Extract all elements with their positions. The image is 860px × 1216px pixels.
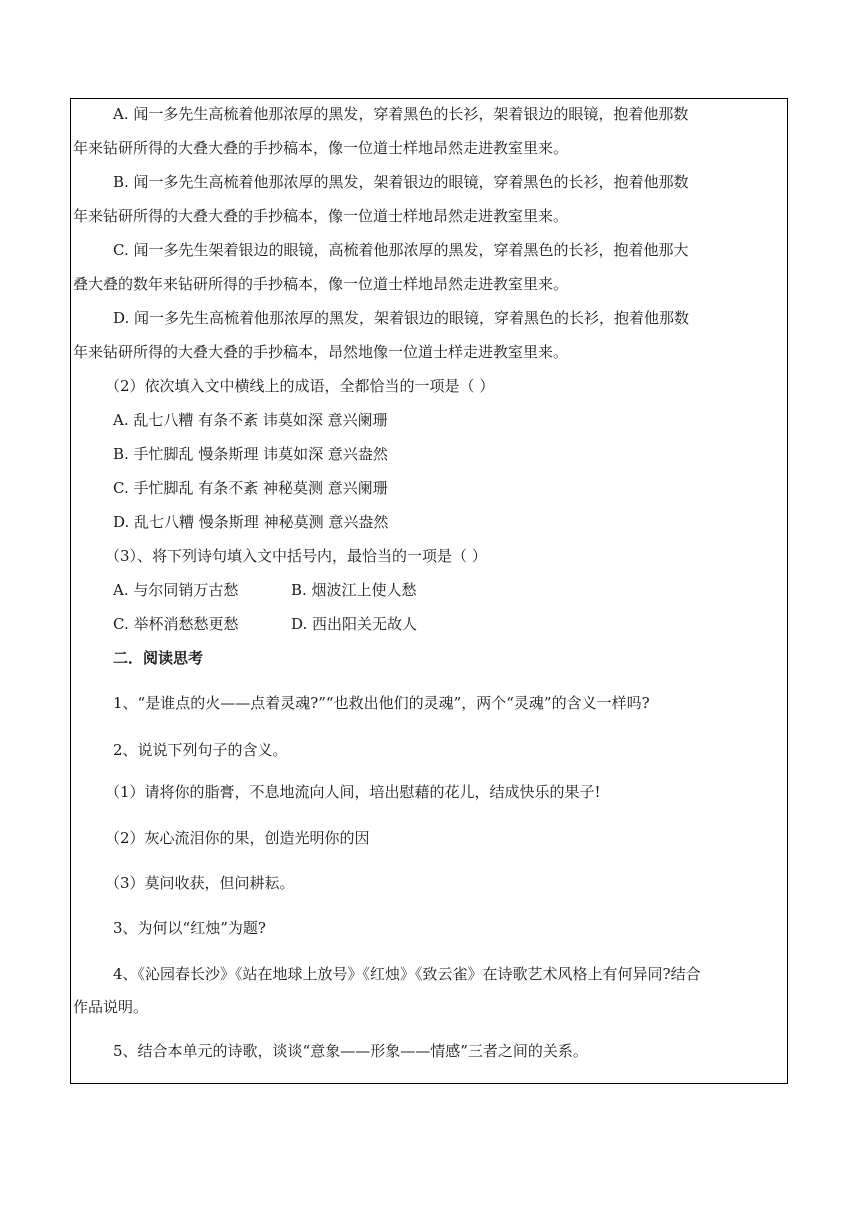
reading-q2-item-1: （1）请将你的脂膏，不息地流向人间，培出慰藉的花儿，结成快乐的果子!: [105, 783, 601, 801]
q2-option-c: C. 手忙脚乱 有条不紊 神秘莫测 意兴阑珊: [113, 479, 388, 497]
reading-question-5: 5、结合本单元的诗歌，谈谈“意象——形象——情感”三者之间的关系。: [113, 1042, 588, 1060]
reading-question-3: 3、为何以“红烛”为题?: [113, 919, 266, 937]
reading-question-4-line1: 4、《沁园春长沙》《站在地球上放号》《红烛》《致云雀》在诗歌艺术风格上有何异同?结合: [113, 965, 701, 983]
q3-option-c: C. 举杯消愁愁更愁: [113, 615, 239, 633]
q1-option-c-line2: 叠大叠的数年来钻研所得的手抄稿本，像一位道士样地昂然走进教室里来。: [73, 275, 569, 293]
reading-question-2: 2、说说下列句子的含义。: [113, 741, 288, 759]
q1-option-d-line1: D. 闻一多先生高梳着他那浓厚的黑发，架着银边的眼镜，穿着黑色的长衫，抱着他那数: [113, 309, 690, 327]
q3-option-a: A. 与尔同销万古愁: [113, 581, 239, 599]
q3-prompt: （3）、将下列诗句填入文中括号内，最恰当的一项是（ ）: [105, 547, 487, 565]
q1-option-a-line1: A. 闻一多先生高梳着他那浓厚的黑发，穿着黑色的长衫，架着银边的眼镜，抱着他那数: [113, 105, 689, 123]
question-table-cell: [70, 98, 788, 1084]
q1-option-b-line1: B. 闻一多先生高梳着他那浓厚的黑发，架着银边的眼镜，穿着黑色的长衫，抱着他那数: [113, 173, 689, 191]
q3-options-row-1: [113, 579, 417, 601]
q2-option-a: A. 乱七八糟 有条不紊 讳莫如深 意兴阑珊: [113, 411, 388, 429]
q1-option-b-line2: 年来钻研所得的大叠大叠的手抄稿本，像一位道士样地昂然走进教室里来。: [73, 207, 569, 225]
q2-prompt: （2）依次填入文中横线上的成语，全都恰当的一项是（ ）: [105, 377, 495, 395]
q3-option-b: B. 烟波江上使人愁: [291, 581, 417, 599]
q1-option-c-line1: C. 闻一多先生架着银边的眼镜，高梳着他那浓厚的黑发，穿着黑色的长衫，抱着他那大: [113, 241, 689, 259]
q2-option-b: B. 手忙脚乱 慢条斯理 讳莫如深 意兴盎然: [113, 445, 388, 463]
q1-option-a-line2: 年来钻研所得的大叠大叠的手抄稿本，像一位道士样地昂然走进教室里来。: [73, 139, 569, 157]
reading-question-1: 1、“是谁点的火——点着灵魂?”“也救出他们的灵魂”，两个“灵魂”的含义一样吗?: [113, 694, 650, 712]
q2-option-d: D. 乱七八糟 慢条斯理 神秘莫测 意兴盎然: [113, 513, 389, 531]
q3-option-d: D. 西出阳关无故人: [291, 615, 418, 633]
section-2-heading: 二．阅读思考: [113, 649, 204, 667]
q1-option-d-line2: 年来钻研所得的大叠大叠的手抄稿本，昂然地像一位道士样走进教室里来。: [73, 343, 569, 361]
reading-question-4-line2: 作品说明。: [73, 998, 149, 1016]
q3-options-row-2: [113, 613, 417, 635]
reading-q2-item-2: （2）灰心流泪你的果，创造光明你的因: [105, 829, 370, 847]
reading-q2-item-3: （3）莫问收获，但问耕耘。: [105, 874, 295, 892]
